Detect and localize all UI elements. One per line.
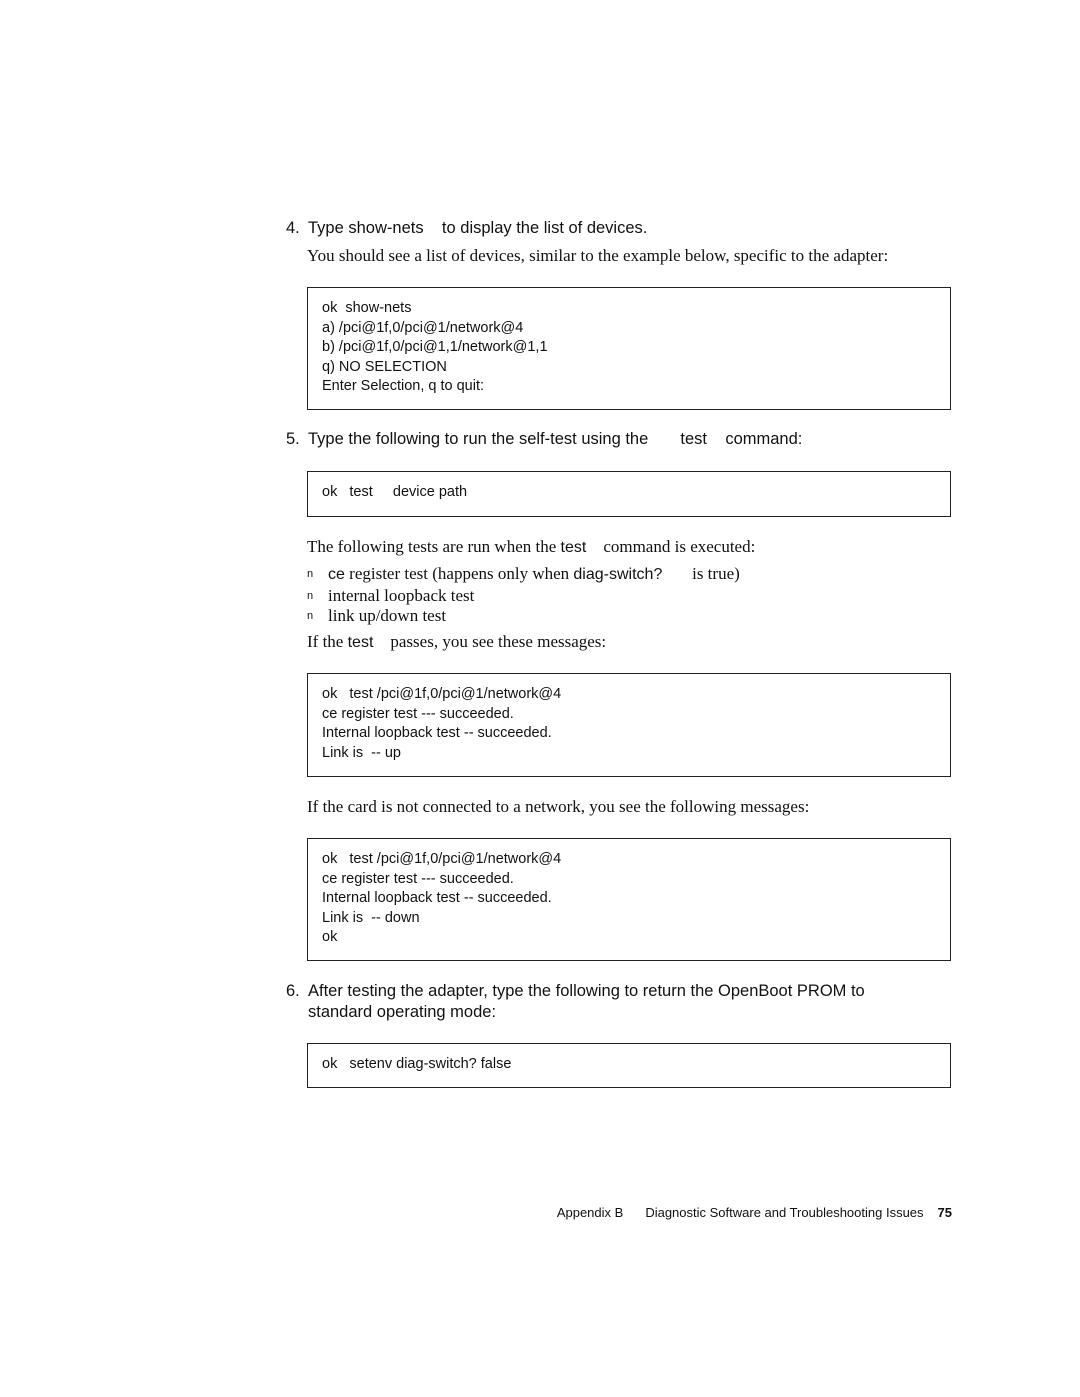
code-example-show-nets <box>307 287 951 410</box>
code-example-link-down <box>307 838 951 961</box>
command-name: test <box>560 539 587 556</box>
tests-intro <box>307 536 755 558</box>
text: command is executed: <box>603 537 756 556</box>
step-text: to display the list of devices. <box>441 219 648 237</box>
step-text: After testing the adapter, type the following to return the OpenBoot PROM to <box>308 982 865 1000</box>
code-example-test-command <box>307 471 951 517</box>
step-number: 4. <box>286 219 300 237</box>
step-6-heading <box>286 981 865 1023</box>
command-name: diag-switch? <box>573 566 663 583</box>
list-item <box>307 606 740 627</box>
page-number: 75 <box>937 1205 952 1220</box>
code-line: Internal loopback test -- succeeded. <box>322 890 552 906</box>
code-example-link-up <box>307 673 951 777</box>
code-line: ok show-nets <box>322 300 412 316</box>
code-line: Link is -- down <box>322 909 420 926</box>
list-item-text: internal loopback test <box>328 585 475 605</box>
text: If the <box>307 632 344 651</box>
code-line: ce register test --- succeeded. <box>322 705 514 722</box>
bullet-icon: n <box>307 589 314 602</box>
code-line: ok setenv diag-switch? false <box>322 1056 512 1072</box>
code-prefix: ce <box>328 566 345 583</box>
text: passes, you see these messages: <box>390 632 607 651</box>
command-name: show-nets <box>348 219 424 237</box>
step-text: standard operating mode: <box>308 1003 497 1021</box>
code-line: ce register test --- succeeded. <box>322 870 514 887</box>
step-number: 5. <box>286 430 300 448</box>
step-text: command: <box>725 430 803 448</box>
step-4-description: You should see a list of devices, similar to the example below, specific to the adapter: <box>307 246 889 265</box>
code-line: q) NO SELECTION <box>322 358 447 375</box>
step-4-heading <box>286 218 647 239</box>
command-name: test <box>347 634 374 651</box>
command-name: test <box>680 430 707 448</box>
bullet-icon: n <box>307 568 314 580</box>
step-number: 6. <box>286 982 300 1000</box>
footer-appendix: Appendix B <box>556 1205 624 1220</box>
list-item <box>307 564 740 586</box>
step-text: Type <box>308 219 344 237</box>
code-line: Internal loopback test -- succeeded. <box>322 725 552 741</box>
test-passes-intro <box>307 631 606 653</box>
list-item-text: is true) <box>692 564 740 583</box>
step-text: Type the following to run the self-test using the <box>308 430 649 448</box>
code-line: Enter Selection, q to quit: <box>322 378 485 394</box>
step-5-heading <box>286 429 802 450</box>
code-example-setenv <box>307 1043 951 1088</box>
code-line: b) /pci@1f,0/pci@1,1/network@1,1 <box>322 339 548 355</box>
list-item <box>307 586 740 607</box>
text: The following tests are run when the <box>307 537 557 556</box>
code-line: ok test /pci@1f,0/pci@1/network@4 <box>322 686 562 702</box>
test-list <box>307 564 740 627</box>
not-connected-intro: If the card is not connected to a network, you see the following messages: <box>307 797 810 816</box>
code-line: ok test device path <box>322 484 468 500</box>
bullet-icon: n <box>307 610 314 622</box>
page-footer <box>0 1205 952 1221</box>
list-item-text: register test (happens only when <box>349 564 570 583</box>
footer-title: Diagnostic Software and Troubleshooting Issues <box>645 1205 924 1220</box>
code-line: Link is -- up <box>322 744 401 761</box>
code-line: ok <box>322 929 338 945</box>
code-line: a) /pci@1f,0/pci@1/network@4 <box>322 319 524 336</box>
list-item-text: link up/down test <box>328 606 447 625</box>
code-line: ok test /pci@1f,0/pci@1/network@4 <box>322 851 562 867</box>
